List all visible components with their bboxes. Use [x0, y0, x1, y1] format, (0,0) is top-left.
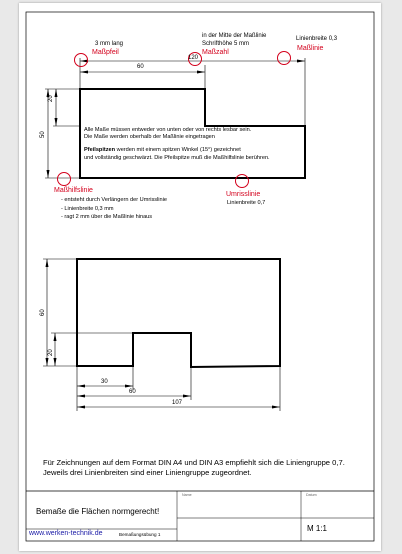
arrow-head — [197, 71, 205, 74]
extension-bullet-3: - ragt 2 mm über die Maßlinie hinaus — [61, 214, 153, 220]
arrow-head — [77, 385, 85, 388]
note-line-3 — [84, 147, 270, 154]
extension-callout-circle — [58, 173, 71, 186]
arrow-head — [77, 406, 85, 409]
lower-part-outline — [77, 259, 280, 367]
number-spec-1: in der Mitte der Maßlinie — [202, 33, 267, 39]
extension-bullet-1: - entsteht durch Verlängern der Umrisslinie — [61, 197, 168, 203]
arrow-head — [183, 395, 191, 398]
dim-value-120: 120 — [188, 55, 199, 61]
footer-line-1: Für Zeichnungen auf dem Format DIN A4 und DIN A3 empfiehlt sich die Liniengruppe 0,7. — [43, 458, 345, 467]
dimline-spec: Linienbreite 0,3 — [296, 36, 338, 42]
arrow-head — [125, 385, 133, 388]
dimline-label: Maßlinie — [297, 45, 324, 52]
dim-value-60: 60 — [137, 64, 144, 70]
note-bold: Pfeilspitzen — [84, 147, 116, 154]
dim-value-60-bottom: 60 — [129, 389, 136, 395]
dim-value-20: 20 — [48, 95, 54, 102]
number-label: Maßzahl — [202, 49, 229, 56]
footer-line-2: Jeweils drei Linienbreiten sind einer Liniengruppe zugeordnet. — [43, 468, 252, 477]
arrow-head — [297, 60, 305, 63]
extension-label: Maßhilfslinie — [54, 187, 93, 194]
dim-value-60-left: 60 — [40, 309, 46, 316]
note-line-4: und vollständig geschwärzt. Die Pfeilspitze muß die Maßhilfslinie berühren. — [84, 154, 270, 161]
dim-value-107: 107 — [172, 400, 183, 406]
name-field-label: Name — [182, 493, 192, 497]
drawing-note — [84, 127, 270, 162]
outline-label: Umrisslinie — [226, 191, 261, 198]
arrow-spec: 3 mm lang — [95, 41, 124, 47]
exercise-title: Bemaße die Flächen normgerecht! — [36, 507, 160, 516]
dim-value-50: 50 — [40, 131, 46, 138]
exercise-number: Bemaßungsübung 1 — [119, 532, 161, 537]
dim-value-20-left: 20 — [48, 349, 54, 356]
outline-spec: Linienbreite 0,7 — [227, 200, 266, 206]
arrow-head — [80, 71, 88, 74]
arrow-head — [77, 395, 85, 398]
drawing-sheet — [19, 3, 381, 551]
note-line-1: Alle Maße müssen entweder von unten oder von rechts lesbar sein. — [84, 127, 252, 133]
extension-bullet-2: - Linienbreite 0,3 mm — [61, 206, 114, 212]
note-line-3-rest: werden mit einem spitzen Winkel (15°) gezeichnet — [115, 147, 241, 154]
website-link[interactable]: www.werken-technik.de — [29, 530, 103, 537]
scale-value: M 1:1 — [307, 524, 328, 533]
arrow-head — [54, 333, 57, 341]
outline-callout-circle — [236, 175, 249, 188]
number-spec-2: Schrifthöhe 5 mm — [202, 41, 250, 47]
arrow-head — [54, 358, 57, 366]
dim-value-30: 30 — [101, 379, 108, 385]
arrow-head — [47, 170, 50, 178]
arrow-label: Maßpfeil — [92, 49, 119, 56]
arrow-head — [55, 118, 58, 126]
arrow-head — [55, 89, 58, 97]
note-line-2: Die Maße werden oberhalb der Maßlinie eingetragen — [84, 134, 215, 141]
arrow-head — [46, 358, 49, 366]
dimline-callout-circle — [278, 52, 291, 65]
arrow-head — [46, 259, 49, 267]
arrow-head — [272, 406, 280, 409]
date-field-label: Datum — [306, 493, 317, 497]
